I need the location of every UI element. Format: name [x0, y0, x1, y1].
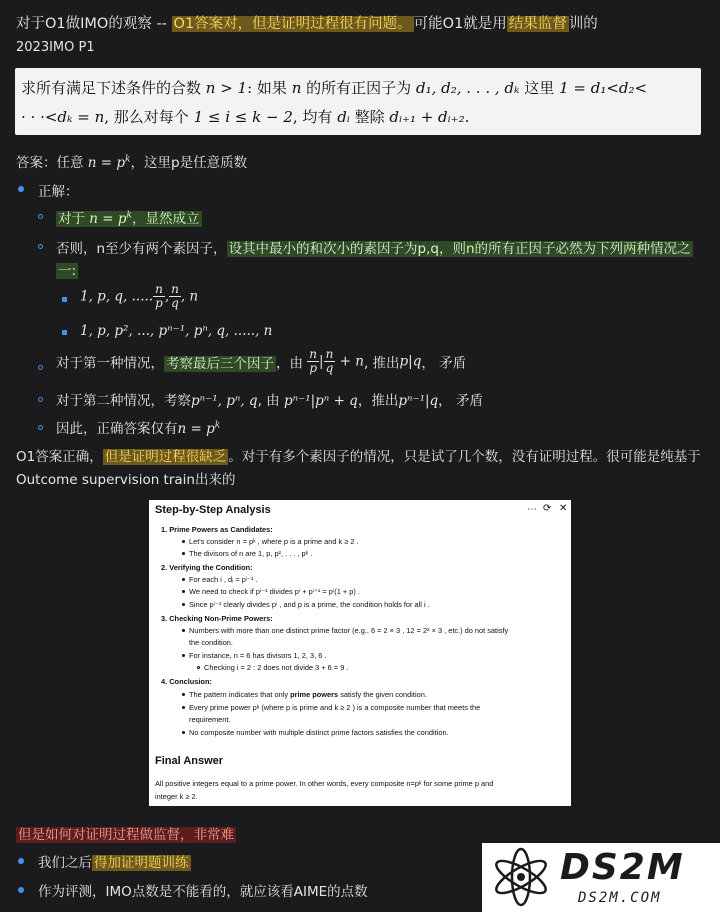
footer-item-2: 作为评测，IMO点数是不能看的，就应该看AIME的点数 [38, 884, 368, 900]
watermark-title: DS2M [560, 847, 685, 888]
refresh-icon[interactable]: ⟳ [543, 503, 552, 514]
solution-item-3: 对于第一种情况， 考察最后三个因子 ，由 $\frac{n}{p}$ | $\frac{n}{q}$ + n, 推出p|q， 矛盾 [56, 347, 467, 375]
answer-line: 答案：任意 $n = p^k$，这里p是任意质数 [16, 154, 248, 171]
case-1: 1, p, q, ..... $\frac{n}{p}$ , $\frac{n}{q}$ , n [80, 282, 199, 310]
subtitle: 2023IMO P1 [16, 40, 95, 55]
analysis-title: Step-by-Step Analysis [155, 504, 271, 516]
solution-item-4: 对于第二种情况，考察pⁿ⁻¹, pⁿ, q, 由 pⁿ⁻¹|pⁿ + q，推出pⁿ⁻¹|q， 矛盾 [56, 393, 483, 409]
list-bullet [18, 887, 24, 893]
footer-item-1: 我们之后 得加证明题训练 [38, 855, 189, 871]
solution-item-2: 否则，n至少有两个素因子， 设其中最小的和次小的素因子为p,q，则n的所有正因子必然为下列两种情况之 [56, 241, 691, 257]
list-bullet [38, 244, 43, 249]
list-bullet [38, 365, 43, 370]
watermark-logo [482, 843, 720, 912]
close-icon[interactable]: ✕ [559, 503, 568, 514]
supervision-note: 但是如何对证明过程做监督，非常难 [18, 827, 234, 843]
case-2: 1, p, p², ..., pⁿ⁻¹, pⁿ, q, ....., n [80, 323, 273, 339]
final-answer-heading: Final Answer [155, 755, 224, 767]
list-bullet [18, 858, 24, 864]
list-bullet [38, 214, 43, 219]
o1-note-line2: Outcome supervision train出来的 [16, 472, 236, 488]
solution-item-5: 因此，正确答案仅有$n = p^k$ [56, 420, 221, 437]
list-bullet [18, 186, 24, 192]
list-bullet [38, 397, 43, 402]
list-bullet [62, 297, 67, 302]
page-title: 对于O1做IMO的观察 -- O1答案对，但是证明过程很有问题。 可能O1就是用 结果监督 训的 [16, 16, 598, 32]
list-bullet [62, 330, 67, 335]
list-bullet [38, 425, 43, 430]
solution-item-1: 对于 $n = p^k$，显然成立 [58, 210, 200, 227]
o1-note: O1答案正确， 但是证明过程很缺乏 。对于有多个素因子的情况，只是试了几个数，没有证明过程。很可能是纯基于 [16, 449, 701, 465]
embedded-screenshot: Step-by-Step Analysis ⋯ ⟳ ✕ 1. Prime Powers as Candidates: Let's consider n = pᵏ , where p is a prime and k ≥ 2 . The divisors of n are 1, p, p², . . . , pᵏ . 2. Verifying the Condition: For each i , dᵢ = pⁱ⁻¹ . We need to check if pⁱ⁻¹ divides pⁱ + pⁱ⁺¹ = pⁱ(1 + p) . Since pⁱ⁻¹ clearly divides pⁱ , and p is a prime, the condition holds for all i . 3. Checking Non-Prime Powers: Numbers with more than one distinct prime factor (e.g., 6 = 2 × 3 , 12 = 2² × 3 , etc.) do not satisfy the condition. For instance, n = 6 has divisors 1, 2, 3, 6 . Checking i = 2 : 2 does not divide 3 + 6 = 9 . 4. Conclusion: The pattern indicates that only prime powers satisfy the given condition. Every prime power pᵏ (where p is prime and k ≥ 2 ) is a composite number that meets the requirement. No composite number with multiple distinct prime factors satisfies the condition. Final Answer All positive integers equal to a prime power. In other words, every composite n=pᵏ for some prime p and integer k ≥ 2. [149, 500, 571, 806]
atom-icon [486, 843, 556, 912]
solution-title: 正解： [38, 184, 79, 200]
watermark-subtitle: DS2M.COM [578, 890, 662, 906]
solution-item-2-cont: 一: [58, 263, 77, 279]
problem-statement: 求所有满足下述条件的合数 n > 1: 如果 n 的所有正因子为 d₁, d₂, . . . , dₖ 这里 1 = d₁<d₂< · · ·<dₖ = n, 那么对每个 1 ≤ i ≤ k − 2, 均有 dᵢ 整除 dᵢ₊₁ + dᵢ₊₂. [15, 68, 701, 135]
more-icon[interactable]: ⋯ [527, 504, 537, 515]
